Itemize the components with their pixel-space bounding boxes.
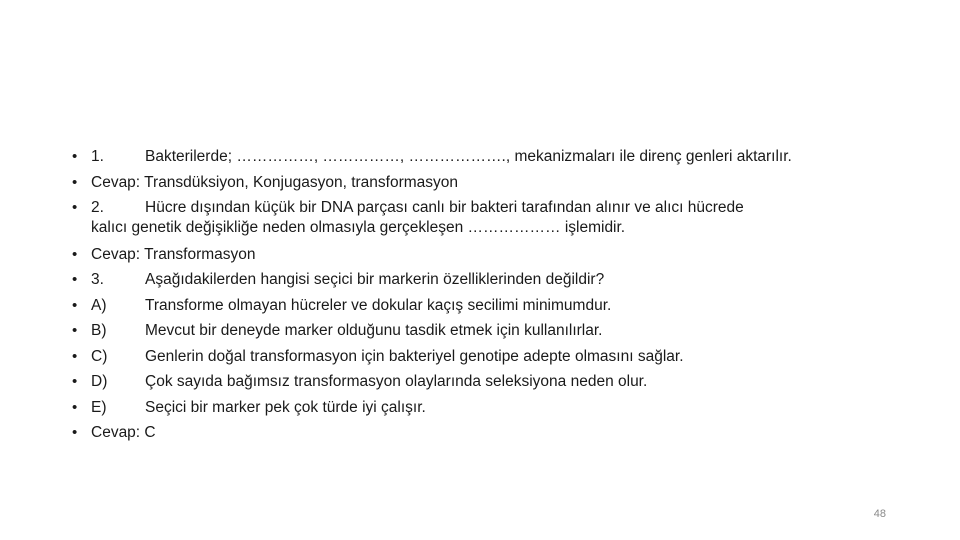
item-text: Seçici bir marker pek çok türde iyi çalışır. bbox=[145, 398, 426, 416]
list-item bbox=[72, 293, 872, 319]
list-item bbox=[72, 242, 872, 268]
list-item bbox=[72, 318, 872, 344]
list-item bbox=[72, 344, 872, 370]
list-item bbox=[72, 195, 872, 242]
item-text: Transforme olmayan hücreler ve dokular kaçış secilimi minimumdur. bbox=[145, 296, 612, 314]
item-text: Genlerin doğal transformasyon için bakteriyel genotipe adepte olmasını sağlar. bbox=[145, 347, 684, 365]
bullet-icon: • bbox=[72, 296, 78, 314]
bullet-icon: • bbox=[72, 173, 78, 191]
item-text: Hücre dışından küçük bir DNA parçası canlı bir bakteri tarafından alınır ve alıcı hücrede bbox=[145, 199, 744, 216]
list-item bbox=[72, 369, 872, 395]
item-text: Cevap: C bbox=[91, 424, 156, 441]
page-number: 48 bbox=[873, 508, 886, 520]
item-number: A) bbox=[91, 296, 107, 314]
item-number: 2. bbox=[91, 199, 104, 216]
list-item bbox=[72, 144, 872, 170]
bullet-icon: • bbox=[72, 148, 78, 165]
list-item bbox=[72, 395, 872, 421]
bullet-icon: • bbox=[72, 373, 78, 390]
item-text: Çok sayıda bağımsız transformasyon olaylarında seleksiyona neden olur. bbox=[145, 373, 648, 390]
item-text-continuation: kalıcı genetik değişikliğe neden olmasıyla gerçekleşen ……………… işlemidir. bbox=[91, 218, 626, 236]
item-number: C) bbox=[91, 347, 108, 365]
item-text: Aşağıdakilerden hangisi seçici bir markerin özelliklerinden değildir? bbox=[145, 271, 605, 288]
item-number: D) bbox=[91, 373, 108, 390]
item-number: 3. bbox=[91, 271, 104, 288]
bullet-icon: • bbox=[72, 271, 78, 288]
item-number: E) bbox=[91, 398, 107, 416]
item-text: Bakterilerde; ……………, ……………, ………………., mekanizmaları ile direnç genleri aktarılır. bbox=[145, 148, 792, 165]
item-text: Cevap: Transdüksiyon, Konjugasyon, transformasyon bbox=[91, 173, 459, 191]
bullet-icon: • bbox=[72, 347, 78, 365]
list-item bbox=[72, 420, 872, 446]
item-number: 1. bbox=[91, 148, 104, 165]
bullet-icon: • bbox=[72, 424, 78, 441]
bullet-icon: • bbox=[72, 199, 78, 216]
list-item bbox=[72, 267, 872, 293]
list-item bbox=[72, 170, 872, 196]
bullet-list bbox=[72, 144, 872, 446]
bullet-icon: • bbox=[72, 398, 78, 416]
item-text: Mevcut bir deneyde marker olduğunu tasdik etmek için kullanılırlar. bbox=[145, 322, 603, 339]
item-text: Cevap: Transformasyon bbox=[91, 245, 256, 263]
bullet-icon: • bbox=[72, 322, 78, 339]
bullet-icon: • bbox=[72, 245, 78, 263]
item-number: B) bbox=[91, 322, 107, 339]
